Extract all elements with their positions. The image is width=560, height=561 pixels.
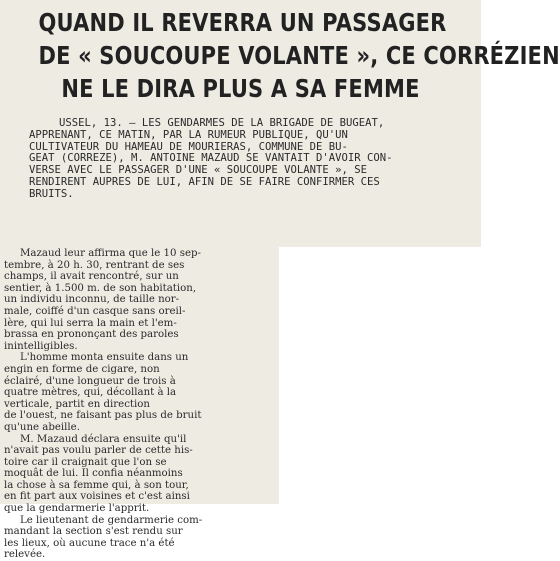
body-paragraph <box>4 434 279 515</box>
body-line: verticale, partit en direction <box>4 398 150 410</box>
body-line: toire car il craignait que l'on se <box>4 456 167 468</box>
body-line: de l'ouest, ne faisant pas plus de bruit <box>4 410 202 422</box>
headline-line: DE « SOUCOUPE VOLANTE », CE CORRÉZIEN <box>38 41 560 70</box>
body-paragraph <box>4 352 279 433</box>
body-line: un individu inconnu, de taille nor- <box>4 294 180 306</box>
lead-line: GEAT (CORREZE), M. ANTOINE MAZAUD SE VANTAIT D'AVOIR CON- <box>29 152 393 165</box>
body-line: la chose à sa femme qui, à son tour, <box>4 479 189 491</box>
body-line: brassa en prononçant des paroles <box>4 329 179 341</box>
body-line: éclairé, d'une longueur de trois à <box>4 375 176 387</box>
body-line: n'avait pas voulu parler de cette his- <box>4 445 193 457</box>
body-line: moquât de lui. Il confia néanmoins <box>4 468 183 480</box>
lead-paragraph <box>29 118 481 201</box>
body-line: que la gendarmerie l'apprit. <box>4 503 150 515</box>
body-line: inintelligibles. <box>4 340 78 352</box>
lead-line: BRUITS. <box>29 187 74 200</box>
article-body <box>4 248 279 561</box>
lead-line: APPRENANT, CE MATIN, PAR LA RUMEUR PUBLIQUE, QU'UN <box>29 128 348 141</box>
headline-line: NE LE DIRA PLUS A SA FEMME <box>61 74 420 103</box>
body-line: Le lieutenant de gendarmerie com- <box>20 514 203 526</box>
body-line: relevée. <box>4 549 46 561</box>
body-line: tembre, à 20 h. 30, rentrant de ses <box>4 259 185 271</box>
lead-line: RENDIRENT AUPRES DE LUI, AFIN DE SE FAIRE CONFIRMER CES <box>29 175 380 188</box>
body-line: champs, il avait rencontré, sur un <box>4 271 179 283</box>
body-line: engin en forme de cigare, non <box>4 363 160 375</box>
lead-line: VERSE AVEC LE PASSAGER D'UNE « SOUCOUPE VOLANTE », SE <box>29 164 368 177</box>
body-paragraph <box>4 248 279 352</box>
body-paragraph <box>4 515 279 561</box>
body-line: lère, qui lui serra la main et l'em- <box>4 317 177 329</box>
headline <box>38 6 560 105</box>
body-line: mandant la section s'est rendu sur <box>4 526 183 538</box>
body-line: L'homme monta ensuite dans un <box>20 352 189 364</box>
lead-line: CULTIVATEUR DU HAMEAU DE MOURIERAS, COMMUNE DE BU- <box>29 140 348 153</box>
body-line: sentier, à 1.500 m. de son habitation, <box>4 282 197 294</box>
headline-line: QUAND IL REVERRA UN PASSAGER <box>38 8 447 37</box>
body-line: M. Mazaud déclara ensuite qu'il <box>20 433 187 445</box>
lead-line: USSEL, 13. — LES GENDARMES DE LA BRIGADE DE BUGEAT, <box>59 117 385 129</box>
body-line: en fit part aux voisines et c'est ainsi <box>4 491 190 503</box>
body-line: Mazaud leur affirma que le 10 sep- <box>20 248 201 259</box>
body-line: qu'une abeille. <box>4 421 80 433</box>
body-line: quatre mètres, qui, décollant à la <box>4 387 177 399</box>
body-line: les lieux, où aucune trace n'a été <box>4 537 175 549</box>
body-line: male, coiffé d'un casque sans oreil- <box>4 305 186 317</box>
